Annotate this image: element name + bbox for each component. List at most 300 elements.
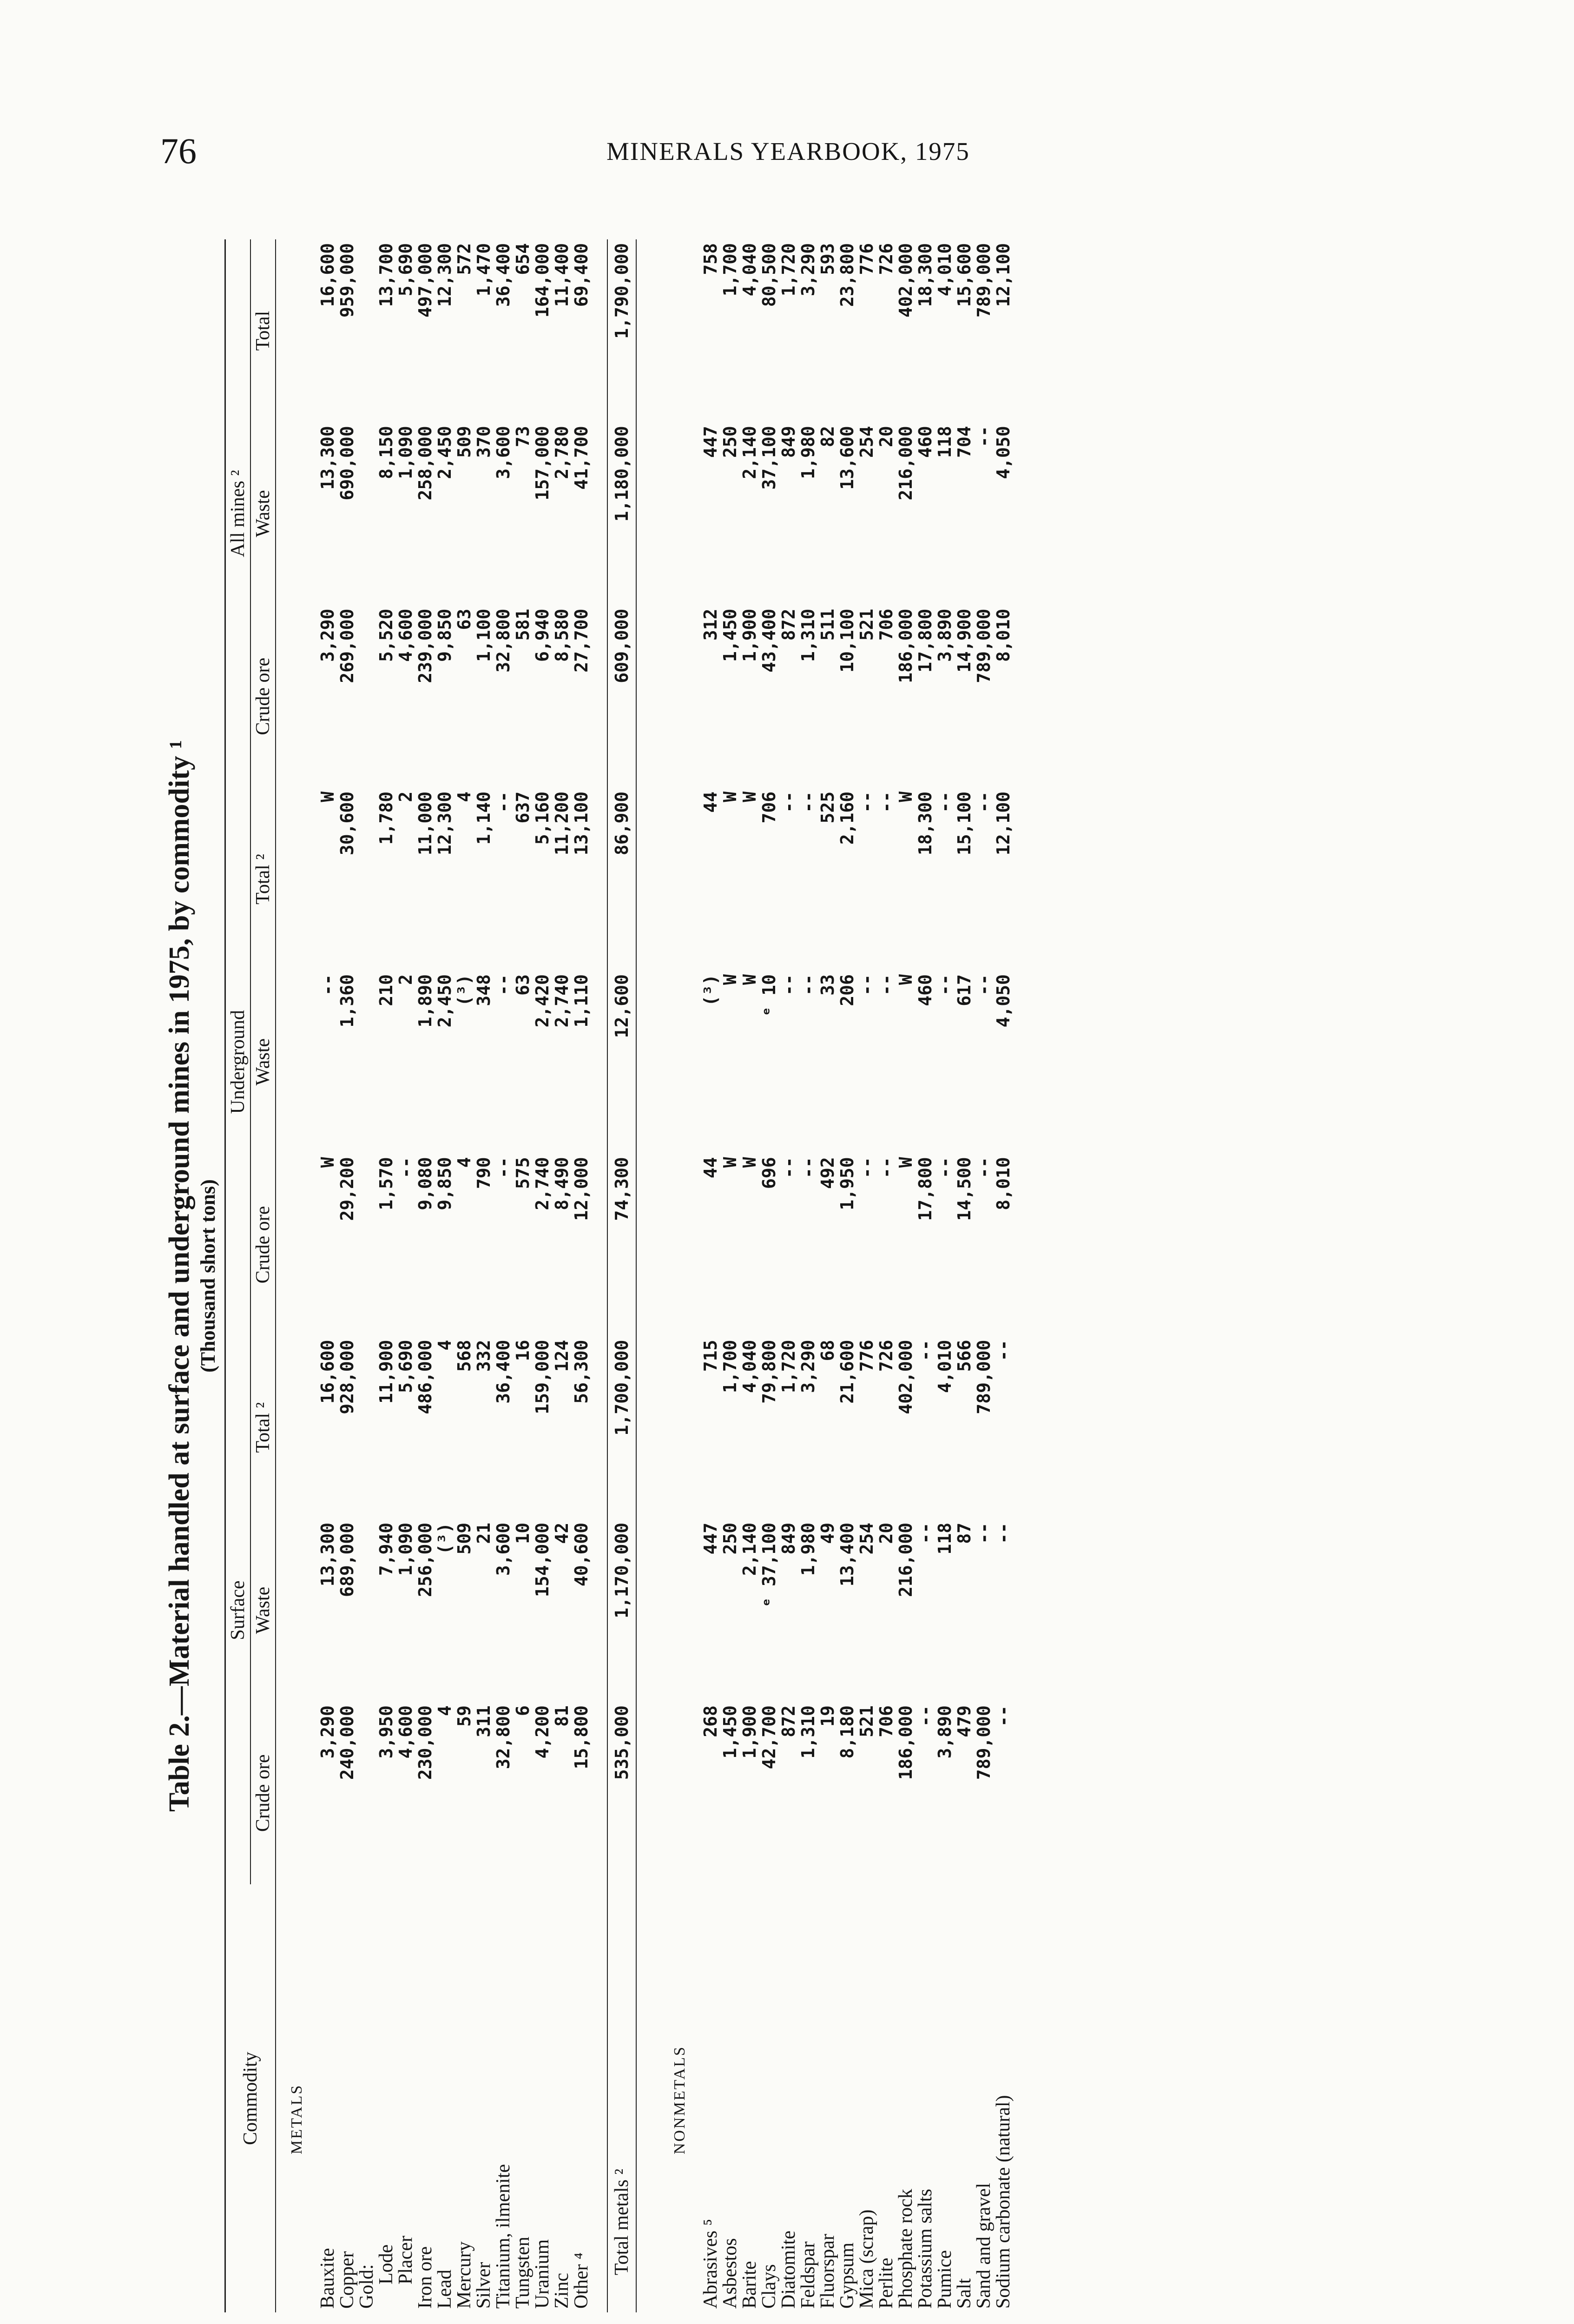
value-cell: 789,000 xyxy=(974,1340,994,1414)
value-cell: 42,700 xyxy=(759,1705,779,1769)
commodity-name: Titanium, ilmenite xyxy=(493,2164,514,2309)
value-cell: 59 xyxy=(454,1705,474,1727)
value-cell xyxy=(357,1702,376,1884)
value-cell: 10 xyxy=(513,1522,533,1544)
value-cell xyxy=(357,971,376,1153)
commodity-name: Sand and gravel xyxy=(973,2183,994,2309)
value-cell: 16,600 xyxy=(317,1340,338,1404)
value-cell: 73 xyxy=(513,426,533,448)
commodity-name: Mercury xyxy=(454,2241,475,2309)
value-cell: 312 xyxy=(700,608,721,641)
value-cell: -- xyxy=(798,974,818,996)
value-cell: 3,290 xyxy=(798,243,818,297)
value-cell: 566 xyxy=(954,1340,975,1372)
value-cell: 2,420 xyxy=(532,974,553,1028)
commodity-name: Gold: xyxy=(356,2264,377,2309)
value-cell: 16 xyxy=(513,1340,533,1361)
table-row xyxy=(376,239,396,2312)
value-cell: W xyxy=(720,1157,740,1168)
value-cell: 2 xyxy=(395,974,416,985)
value-cell: 16,600 xyxy=(317,243,338,307)
value-cell: -- xyxy=(974,1522,994,1544)
value-cell: W xyxy=(896,1157,916,1168)
value-cell: (³) xyxy=(435,1522,455,1555)
value-cell: 118 xyxy=(935,426,955,458)
spacer-row xyxy=(636,239,659,2312)
table-row xyxy=(435,239,454,2312)
group-header-underground: Underground xyxy=(225,788,251,1336)
value-cell: 33 xyxy=(817,974,838,996)
value-cell xyxy=(357,422,376,605)
value-cell: W xyxy=(739,974,760,985)
value-cell: 42 xyxy=(552,1522,572,1544)
value-cell: 581 xyxy=(513,608,533,641)
column-header: Total xyxy=(250,239,276,422)
value-cell: -- xyxy=(778,791,799,813)
value-cell: 4,040 xyxy=(739,243,760,297)
value-cell: ᵉ 10 xyxy=(759,974,779,1017)
value-cell: 525 xyxy=(817,791,838,824)
value-cell: 3,950 xyxy=(376,1705,396,1759)
value-cell: -- xyxy=(317,974,338,996)
value-cell: 239,000 xyxy=(415,608,435,683)
column-header: Waste xyxy=(250,422,276,605)
column-header: Total ² xyxy=(250,1336,276,1519)
value-cell: 216,000 xyxy=(896,426,916,501)
value-cell: 6 xyxy=(513,1705,533,1717)
value-cell: 10,100 xyxy=(837,608,857,673)
value-cell: 617 xyxy=(954,974,975,1006)
value-cell: 157,000 xyxy=(532,426,553,501)
value-cell: 4,010 xyxy=(935,243,955,297)
value-cell: 15,100 xyxy=(954,791,975,856)
value-cell: 68 xyxy=(817,1340,838,1361)
section-row xyxy=(659,239,701,2312)
value-cell: 17,800 xyxy=(915,1157,935,1221)
value-cell: 3,890 xyxy=(935,1705,955,1759)
table-row xyxy=(915,239,935,2312)
value-cell: 332 xyxy=(474,1340,494,1372)
value-cell: 1,720 xyxy=(778,243,799,297)
table-row xyxy=(318,239,337,2312)
commodity-name: Abrasives ⁵ xyxy=(700,2218,721,2309)
value-cell: 726 xyxy=(876,1340,896,1372)
value-cell: 5,690 xyxy=(395,243,416,297)
value-cell: 230,000 xyxy=(415,1705,435,1780)
value-cell: 250 xyxy=(720,426,740,458)
value-cell: 460 xyxy=(915,974,935,1006)
table-row xyxy=(396,239,415,2312)
commodity-name: Silver xyxy=(473,2262,494,2309)
value-cell: -- xyxy=(798,791,818,813)
value-cell: 511 xyxy=(817,608,838,641)
value-cell: 1,980 xyxy=(798,1522,818,1576)
value-cell: 776 xyxy=(856,1340,877,1372)
commodity-name: Fluorspar xyxy=(817,2234,838,2309)
value-cell: -- xyxy=(493,1157,514,1179)
value-cell: 4,050 xyxy=(993,426,1014,479)
value-cell: 497,000 xyxy=(415,243,435,318)
value-cell: 20 xyxy=(876,426,896,448)
value-cell: 12,100 xyxy=(993,791,1014,856)
value-cell: -- xyxy=(876,1157,896,1179)
value-cell: -- xyxy=(778,1157,799,1179)
value-cell: 8,180 xyxy=(837,1705,857,1759)
value-cell: 593 xyxy=(817,243,838,275)
value-cell: 13,400 xyxy=(837,1522,857,1587)
value-cell: 776 xyxy=(856,243,877,275)
value-cell: 13,700 xyxy=(376,243,396,307)
value-cell: 11,400 xyxy=(552,243,572,307)
value-cell: 654 xyxy=(513,243,533,275)
value-cell: 706 xyxy=(759,791,779,824)
value-cell: 44 xyxy=(700,1157,721,1179)
value-cell: 269,000 xyxy=(337,608,357,683)
value-cell: 2 xyxy=(395,791,416,802)
value-cell: 492 xyxy=(817,1157,838,1189)
value-cell: 8,010 xyxy=(993,1157,1014,1210)
table-row xyxy=(740,239,759,2312)
value-cell: 82 xyxy=(817,426,838,448)
value-cell xyxy=(357,239,376,422)
value-cell: 13,100 xyxy=(571,791,592,856)
value-cell: -- xyxy=(856,1157,877,1179)
value-cell: 3,290 xyxy=(317,1705,338,1759)
value-cell: 1,900 xyxy=(739,608,760,662)
value-cell: -- xyxy=(493,974,514,996)
value-cell: -- xyxy=(993,1522,1014,1544)
value-cell: -- xyxy=(993,1340,1014,1361)
table-row xyxy=(474,239,494,2312)
value-cell: 87 xyxy=(954,1522,975,1544)
value-cell: 789,000 xyxy=(974,608,994,683)
value-cell: 5,160 xyxy=(532,791,553,845)
value-cell: 609,000 xyxy=(607,605,636,788)
value-cell: 1,470 xyxy=(474,243,494,297)
value-cell: W xyxy=(317,791,338,802)
value-cell: 15,600 xyxy=(954,243,975,307)
value-cell: 637 xyxy=(513,791,533,824)
value-cell: (³) xyxy=(700,974,721,1006)
value-cell: -- xyxy=(935,791,955,813)
value-cell: 240,000 xyxy=(337,1705,357,1780)
value-cell: 696 xyxy=(759,1157,779,1189)
table-row xyxy=(357,239,376,2312)
table-row xyxy=(494,239,513,2312)
rotated-table-block xyxy=(163,239,1236,2312)
value-cell: 4 xyxy=(454,791,474,802)
value-cell: 789,000 xyxy=(974,1705,994,1780)
value-cell: 63 xyxy=(454,608,474,630)
value-cell: 21,600 xyxy=(837,1340,857,1404)
value-cell: -- xyxy=(915,1705,935,1727)
commodity-name: Feldspar xyxy=(797,2241,819,2309)
value-cell: W xyxy=(317,1157,338,1168)
value-cell: 706 xyxy=(876,608,896,641)
commodity-name: Clays xyxy=(758,2264,780,2309)
value-cell: 704 xyxy=(954,426,975,458)
value-cell: 4,040 xyxy=(739,1340,760,1393)
commodity-name: Phosphate rock xyxy=(895,2189,916,2309)
commodity-name: Bauxite xyxy=(317,2248,338,2309)
value-cell: 8,580 xyxy=(552,608,572,662)
value-cell: -- xyxy=(915,1340,935,1361)
value-cell: 63 xyxy=(513,974,533,996)
table-row xyxy=(415,239,435,2312)
value-cell: 4 xyxy=(435,1340,455,1351)
total-row xyxy=(607,239,636,2312)
table-row xyxy=(572,239,591,2312)
section-label: NONMETALS xyxy=(671,2046,688,2154)
table-row xyxy=(533,239,552,2312)
table-row xyxy=(935,239,955,2312)
commodity-name: Salt xyxy=(954,2278,975,2309)
commodity-name: Sodium carbonate (natural) xyxy=(993,2095,1014,2309)
value-cell: 509 xyxy=(454,426,474,458)
value-cell: 3,890 xyxy=(935,608,955,662)
value-cell: -- xyxy=(915,1522,935,1544)
value-cell: 872 xyxy=(778,1705,799,1737)
value-cell: 1,720 xyxy=(778,1340,799,1393)
value-cell: 154,000 xyxy=(532,1522,553,1598)
value-cell: 1,890 xyxy=(415,974,435,1028)
value-cell: 1,700 xyxy=(720,1340,740,1393)
value-cell: 3,290 xyxy=(317,608,338,662)
value-cell: W xyxy=(896,974,916,985)
value-cell: 4 xyxy=(454,1157,474,1168)
value-cell: 706 xyxy=(876,1705,896,1737)
value-cell: 216,000 xyxy=(896,1522,916,1598)
value-cell: 3,290 xyxy=(798,1340,818,1393)
table-subtitle: (Thousand short tons) xyxy=(197,1179,219,1373)
table-row xyxy=(896,239,915,2312)
table-row xyxy=(955,239,974,2312)
value-cell: 568 xyxy=(454,1340,474,1372)
value-cell: W xyxy=(720,974,740,985)
value-cell: 1,100 xyxy=(474,608,494,662)
page-number: 76 xyxy=(160,131,197,171)
value-cell: 849 xyxy=(778,426,799,458)
table-row xyxy=(837,239,857,2312)
value-cell: 206 xyxy=(837,974,857,1006)
commodity-name: Other ⁴ xyxy=(571,2252,592,2309)
value-cell: 13,300 xyxy=(317,1522,338,1587)
value-cell: -- xyxy=(974,426,994,448)
value-cell: 12,300 xyxy=(435,243,455,307)
value-cell: 15,800 xyxy=(571,1705,592,1769)
value-cell: 210 xyxy=(376,974,396,1006)
value-cell: 9,080 xyxy=(415,1157,435,1210)
value-cell xyxy=(357,788,376,971)
value-cell: 575 xyxy=(513,1157,533,1189)
value-cell: 1,170,000 xyxy=(607,1519,636,1702)
value-cell: 2,740 xyxy=(552,974,572,1028)
value-cell: 2,780 xyxy=(552,426,572,479)
value-cell: -- xyxy=(974,974,994,996)
value-cell: 9,850 xyxy=(435,1157,455,1210)
value-cell: 509 xyxy=(454,1522,474,1555)
value-cell: 69,400 xyxy=(571,243,592,307)
value-cell: 1,950 xyxy=(837,1157,857,1210)
table-title: Table 2.—Material handled at surface and underground mines in 1975, by commodity ¹ xyxy=(164,740,195,1812)
value-cell: 21 xyxy=(474,1522,494,1544)
commodity-name: Pumice xyxy=(934,2250,955,2309)
commodity-name: Total metals ² xyxy=(607,1884,636,2312)
commodity-table xyxy=(224,239,1013,2312)
value-cell: 928,000 xyxy=(337,1340,357,1414)
value-cell: 256,000 xyxy=(415,1522,435,1598)
value-cell: -- xyxy=(395,1157,416,1179)
value-cell: 726 xyxy=(876,243,896,275)
value-cell: 12,000 xyxy=(571,1157,592,1221)
table-row xyxy=(720,239,740,2312)
value-cell: 80,500 xyxy=(759,243,779,307)
value-cell: 74,300 xyxy=(607,1153,636,1336)
value-cell: 17,800 xyxy=(915,608,935,673)
value-cell: 521 xyxy=(856,1705,877,1737)
value-cell: 7,940 xyxy=(376,1522,396,1576)
value-cell: 30,600 xyxy=(337,791,357,856)
value-cell: 2,140 xyxy=(739,426,760,479)
value-cell: (³) xyxy=(454,974,474,1006)
value-cell: -- xyxy=(935,1157,955,1179)
value-cell: 8,150 xyxy=(376,426,396,479)
value-cell: 1,090 xyxy=(395,1522,416,1576)
value-cell: 1,180,000 xyxy=(607,422,636,605)
table-row xyxy=(994,239,1013,2312)
value-cell: 402,000 xyxy=(896,243,916,318)
value-cell: 14,900 xyxy=(954,608,975,673)
commodity-header: Commodity xyxy=(225,1884,276,2312)
value-cell: 479 xyxy=(954,1705,975,1737)
value-cell: -- xyxy=(856,791,877,813)
section-row xyxy=(276,239,318,2312)
value-cell: 1,110 xyxy=(571,974,592,1028)
column-header: Waste xyxy=(250,971,276,1153)
value-cell: 11,000 xyxy=(415,791,435,856)
value-cell: 36,400 xyxy=(493,1340,514,1404)
value-cell: 36,400 xyxy=(493,243,514,307)
value-cell: 9,850 xyxy=(435,608,455,662)
value-cell: 186,000 xyxy=(896,608,916,683)
value-cell: 40,600 xyxy=(571,1522,592,1587)
value-cell xyxy=(357,605,376,788)
value-cell: -- xyxy=(935,974,955,996)
value-cell: 29,200 xyxy=(337,1157,357,1221)
table-row xyxy=(974,239,994,2312)
value-cell: 447 xyxy=(700,426,721,458)
column-header: Waste xyxy=(250,1519,276,1702)
value-cell: W xyxy=(720,791,740,802)
value-cell: 164,000 xyxy=(532,243,553,318)
commodity-name: Gypsum xyxy=(836,2242,858,2309)
commodity-name: Iron ore xyxy=(415,2246,436,2309)
value-cell: 5,520 xyxy=(376,608,396,662)
value-cell: 311 xyxy=(474,1705,494,1737)
value-cell: 521 xyxy=(856,608,877,641)
value-cell: 258,000 xyxy=(415,426,435,501)
commodity-name: Diatomite xyxy=(778,2231,799,2309)
running-head: MINERALS YEARBOOK, 1975 xyxy=(606,137,970,165)
value-cell xyxy=(357,1336,376,1519)
commodity-name: Mica (scrap) xyxy=(856,2209,877,2309)
value-cell: 758 xyxy=(700,243,721,275)
value-cell: 1,450 xyxy=(720,1705,740,1759)
commodity-name: Potassium salts xyxy=(915,2189,936,2309)
value-cell: 3,600 xyxy=(493,426,514,479)
value-cell: 789,000 xyxy=(974,243,994,318)
value-cell: 486,000 xyxy=(415,1340,435,1414)
value-cell: -- xyxy=(493,791,514,813)
value-cell: 6,940 xyxy=(532,608,553,662)
spacer-row xyxy=(591,239,607,2312)
table-row xyxy=(701,239,720,2312)
value-cell: 348 xyxy=(474,974,494,1006)
value-cell: W xyxy=(739,1157,760,1168)
value-cell: 1,700 xyxy=(720,243,740,297)
value-cell: 86,900 xyxy=(607,788,636,971)
value-cell: -- xyxy=(974,1157,994,1179)
value-cell: 4,600 xyxy=(395,1705,416,1759)
value-cell: 41,700 xyxy=(571,426,592,490)
table-row xyxy=(337,239,357,2312)
value-cell: 14,500 xyxy=(954,1157,975,1221)
value-cell xyxy=(357,1153,376,1336)
table-row xyxy=(552,239,572,2312)
value-cell: 44 xyxy=(700,791,721,813)
value-cell: 254 xyxy=(856,426,877,458)
value-cell: 159,000 xyxy=(532,1340,553,1414)
value-cell: 1,980 xyxy=(798,426,818,479)
value-cell: 1,140 xyxy=(474,791,494,845)
value-cell: 49 xyxy=(817,1522,838,1544)
value-cell: 2,140 xyxy=(739,1522,760,1576)
value-cell: 1,450 xyxy=(720,608,740,662)
value-cell: 18,300 xyxy=(915,791,935,856)
value-cell: -- xyxy=(778,974,799,996)
value-cell: W xyxy=(896,791,916,802)
column-header: Crude ore xyxy=(250,605,276,788)
section-label: METALS xyxy=(288,2084,305,2154)
commodity-name: Barite xyxy=(739,2261,760,2309)
value-cell: 849 xyxy=(778,1522,799,1555)
table-row xyxy=(454,239,474,2312)
page-header xyxy=(0,130,1574,186)
column-header: Crude ore xyxy=(250,1153,276,1336)
value-cell: 268 xyxy=(700,1705,721,1737)
value-cell: 13,600 xyxy=(837,426,857,490)
value-cell: 27,700 xyxy=(571,608,592,673)
commodity-name: Zinc xyxy=(551,2273,573,2309)
value-cell: 1,570 xyxy=(376,1157,396,1210)
commodity-name: Copper xyxy=(336,2251,358,2309)
value-cell: 572 xyxy=(454,243,474,275)
value-cell: 2,160 xyxy=(837,791,857,845)
value-cell: 1,900 xyxy=(739,1705,760,1759)
value-cell: 3,600 xyxy=(493,1522,514,1576)
value-cell: 402,000 xyxy=(896,1340,916,1414)
commodity-name: Asbestos xyxy=(719,2238,741,2309)
value-cell: 2,450 xyxy=(435,974,455,1028)
value-cell: 20 xyxy=(876,1522,896,1544)
value-cell: -- xyxy=(856,974,877,996)
value-cell: 8,010 xyxy=(993,608,1014,662)
commodity-name: Lode xyxy=(375,2244,397,2284)
value-cell: 370 xyxy=(474,426,494,458)
table-row xyxy=(759,239,779,2312)
value-cell: 4,200 xyxy=(532,1705,553,1759)
group-header-all-mines: All mines ² xyxy=(225,239,251,788)
